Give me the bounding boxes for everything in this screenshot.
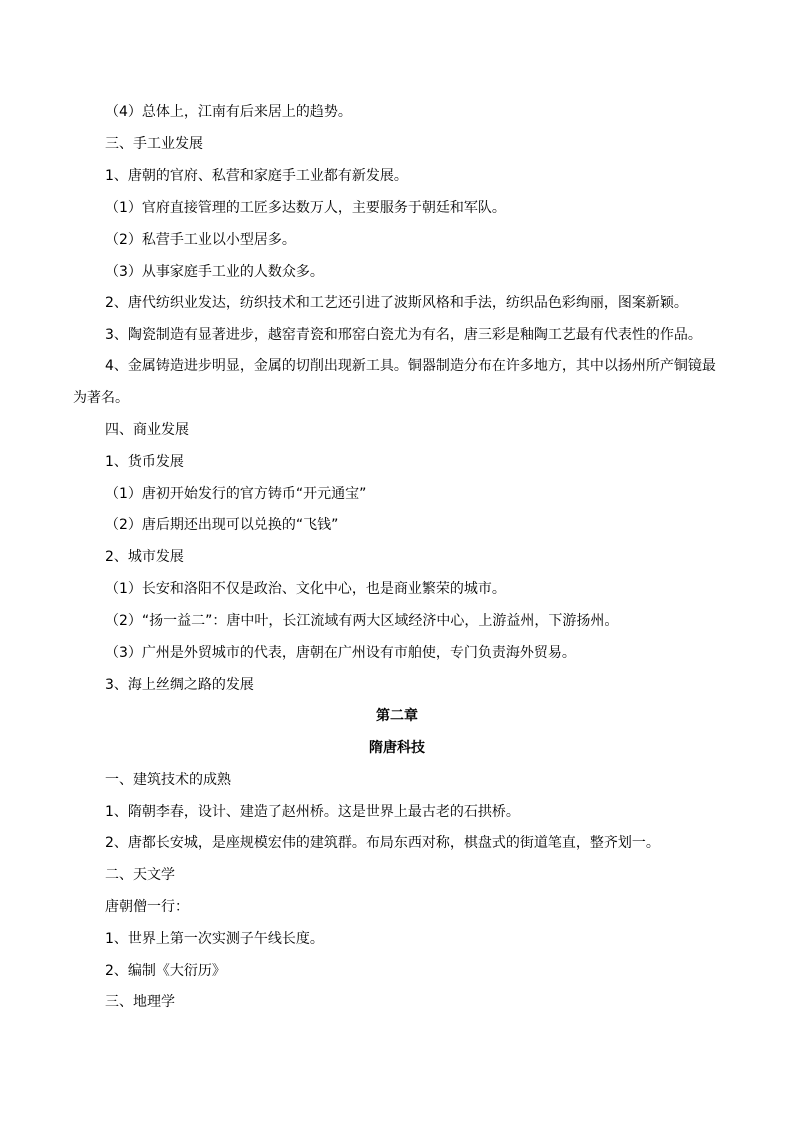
section-heading: 四、商业发展 <box>105 422 189 438</box>
text-line: 唐朝僧一行： <box>105 899 189 915</box>
text-line: 2、唐代纺织业发达，纺织技术和工艺还引进了波斯风格和手法，纺织品色彩绚丽，图案新颖。 <box>105 295 688 311</box>
text-line: 1、隋朝李春，设计、建造了赵州桥。这是世界上最古老的石拱桥。 <box>105 804 520 820</box>
text-line: 3、陶瓷制造有显著进步，越窑青瓷和邢窑白瓷尤为有名，唐三彩是釉陶工艺最有代表性的作品。 <box>105 327 702 343</box>
text-line: 3、海上丝绸之路的发展 <box>105 677 254 693</box>
chapter-title: 隋唐科技 <box>369 740 425 756</box>
chapter-number: 第二章 <box>376 708 418 724</box>
text-line: 2、城市发展 <box>105 549 184 565</box>
section-heading: 一、建筑技术的成熟 <box>105 772 231 788</box>
text-line: （3）从事家庭手工业的人数众多。 <box>105 264 324 280</box>
section-heading: 三、地理学 <box>105 994 175 1010</box>
text-line: 2、编制《大衍历》 <box>105 963 226 979</box>
text-line: （1）唐初开始发行的官方铸币“开元通宝” <box>105 486 367 502</box>
section-heading: 三、手工业发展 <box>105 136 203 152</box>
text-line: 1、世界上第一次实测子午线长度。 <box>105 931 324 947</box>
section-heading: 二、天文学 <box>105 867 175 883</box>
text-line: 2、唐都长安城，是座规模宏伟的建筑群。布局东西对称，棋盘式的街道笔直，整齐划一。 <box>105 835 660 851</box>
text-paragraph: 4、金属铸造进步明显，金属的切削出现新工具。铜器制造分布在许多地方，其中以扬州所产铜镜最为著名。 <box>73 358 716 406</box>
text-line: （3）广州是外贸城市的代表，唐朝在广州设有市舶使，专门负责海外贸易。 <box>105 645 576 661</box>
text-line: （2）“扬一益二”：唐中叶，长江流域有两大区域经济中心，上游益州，下游扬州。 <box>105 613 619 629</box>
text-line: （2）唐后期还出现可以兑换的“飞钱” <box>105 517 339 533</box>
text-line: （1）长安和洛阳不仅是政治、文化中心，也是商业繁荣的城市。 <box>105 581 506 597</box>
text-line: （4）总体上，江南有后来居上的趋势。 <box>105 104 352 120</box>
text-line: 1、唐朝的官府、私营和家庭手工业都有新发展。 <box>105 168 408 184</box>
text-line: 1、货币发展 <box>105 454 184 470</box>
text-line: （2）私营手工业以小型居多。 <box>105 232 296 248</box>
text-line: （1）官府直接管理的工匠多达数万人，主要服务于朝廷和军队。 <box>105 200 506 216</box>
